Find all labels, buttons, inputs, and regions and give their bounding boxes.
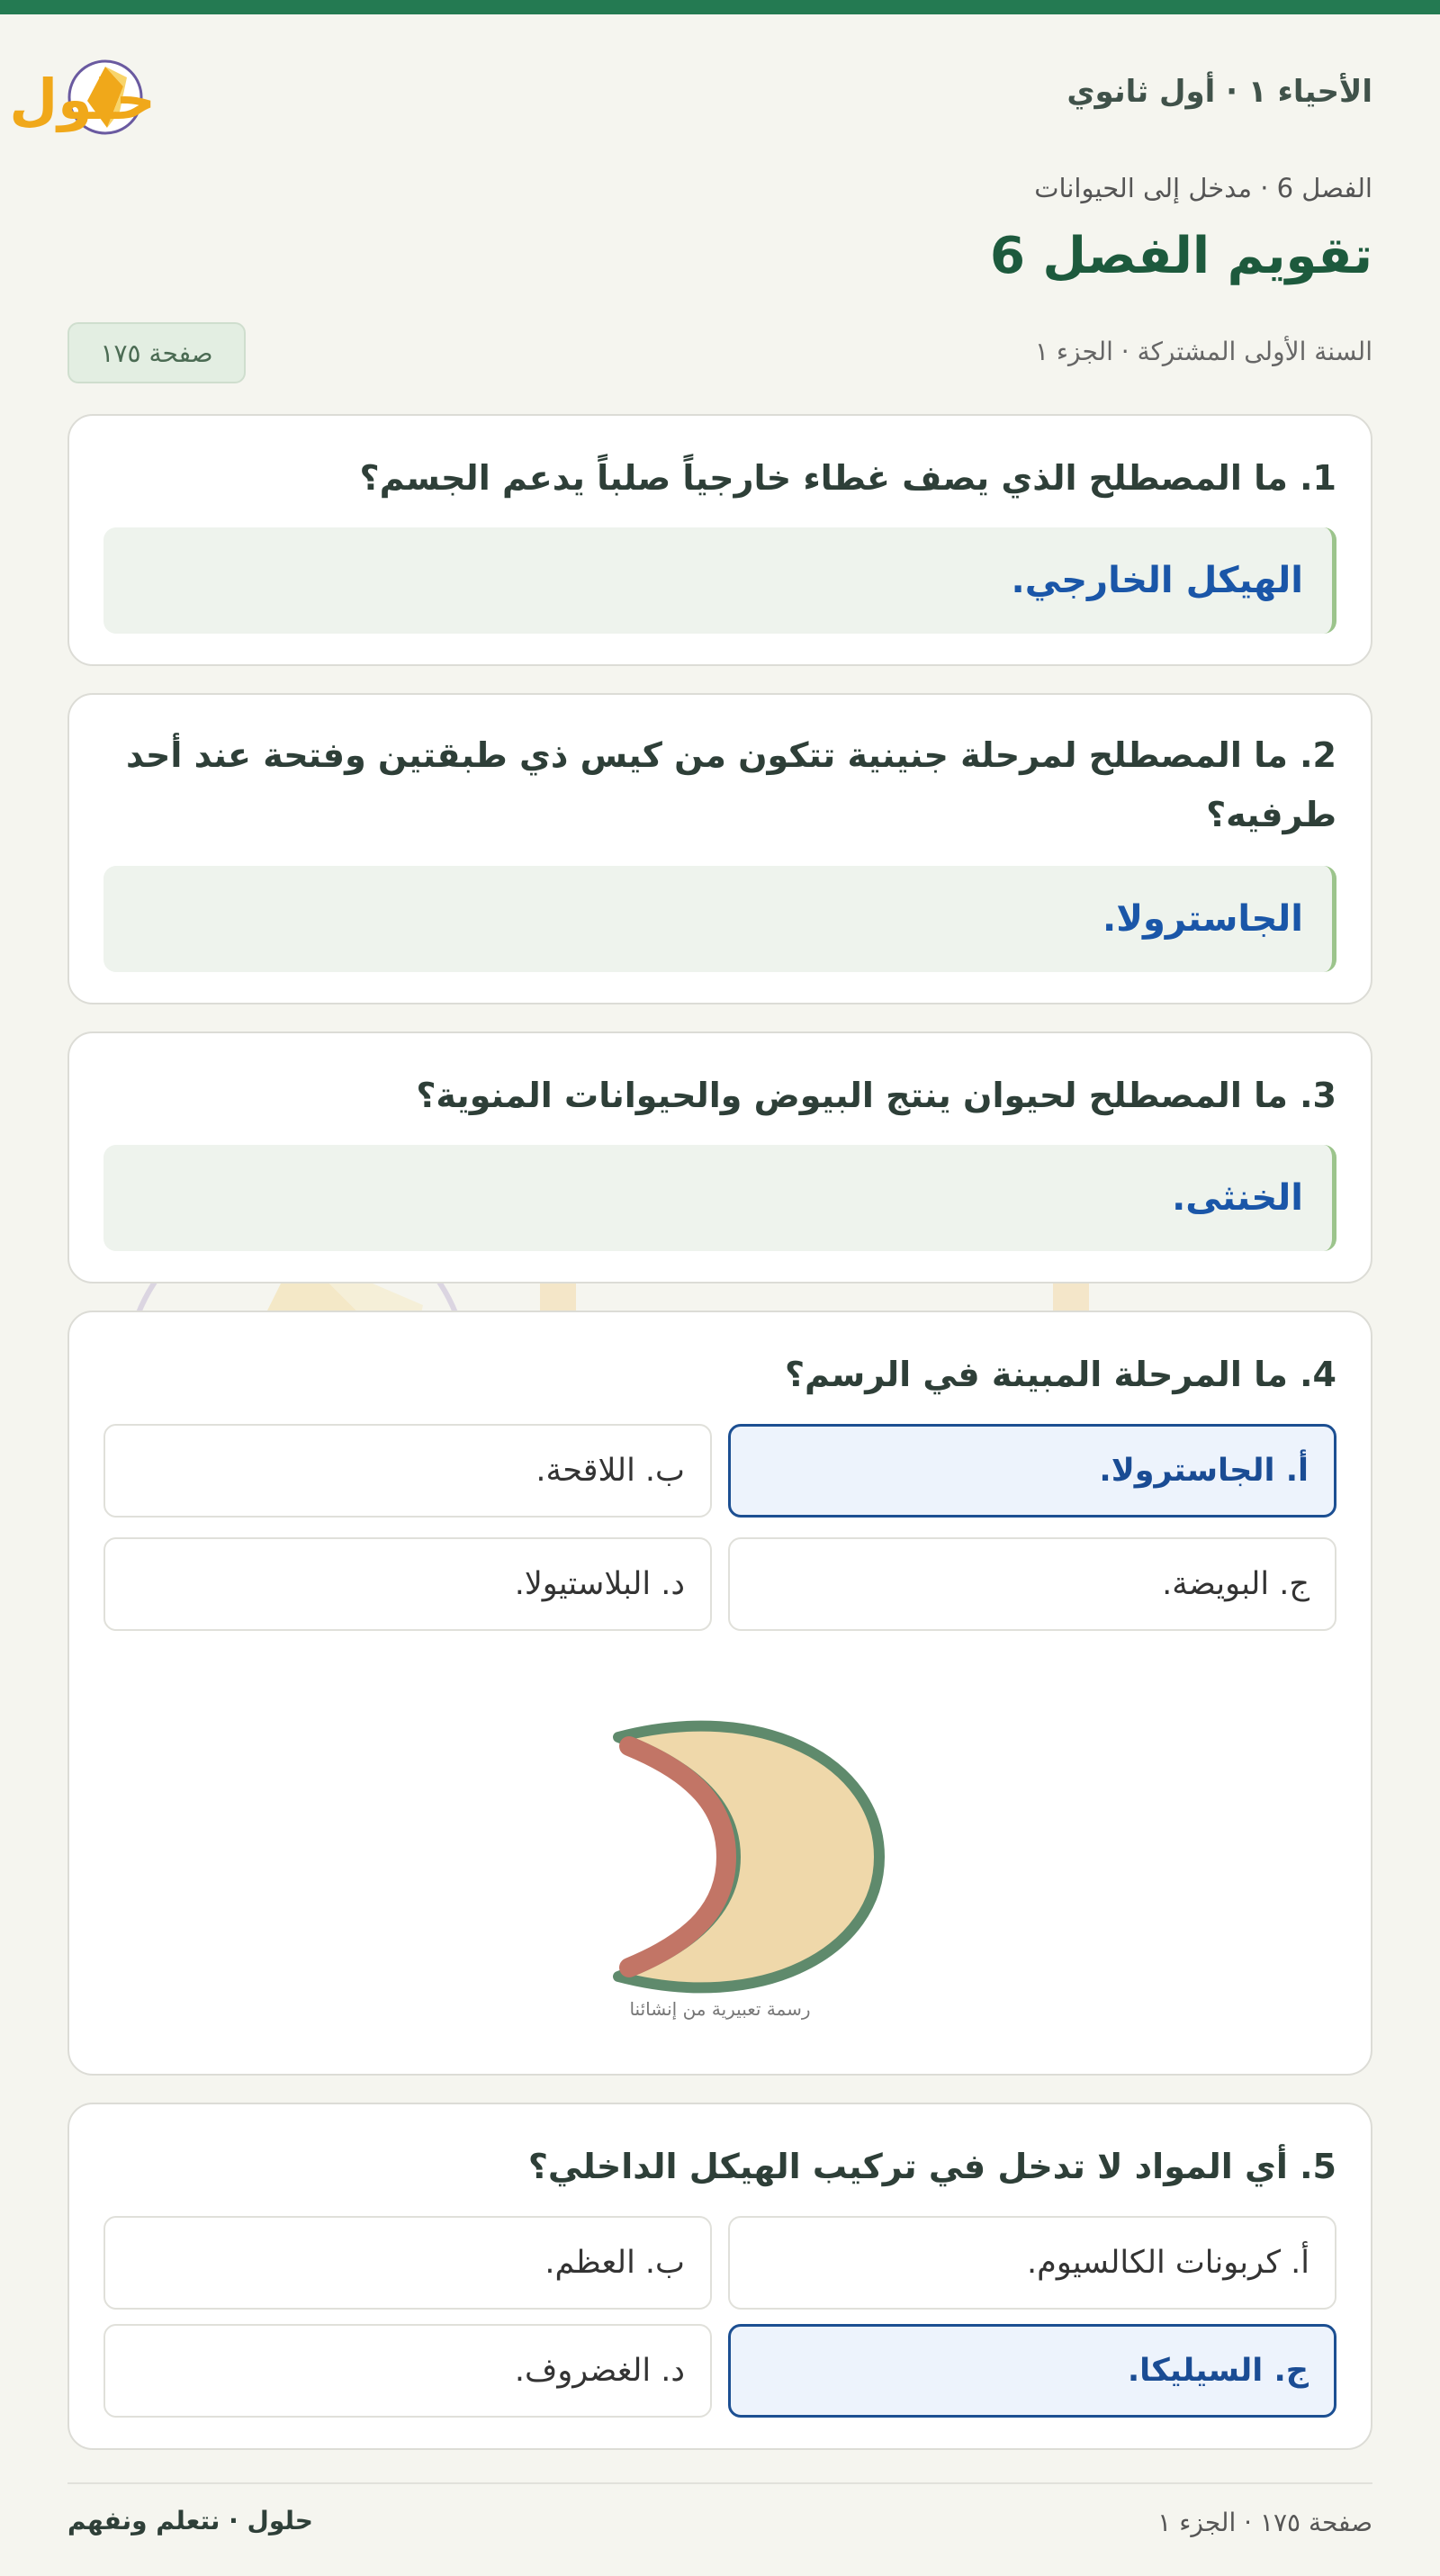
answer-box: الهيكل الخارجي. (104, 527, 1336, 634)
option-d[interactable]: د. البلاستيولا. (104, 1537, 712, 1631)
option-a[interactable]: أ. كربونات الكالسيوم. (728, 2216, 1336, 2310)
option-b[interactable]: ب. اللاقحة. (104, 1424, 712, 1518)
chapter-label: الفصل 6 · مدخل إلى الحيوانات (1034, 173, 1372, 203)
option-c[interactable]: ج. السيليكا. (728, 2324, 1336, 2418)
option-a[interactable]: أ. الجاسترولا. (728, 1424, 1336, 1518)
question-text: 2. ما المصطلح لمرحلة جنينية تتكون من كيس ذي طبقتين وفتحة عند أحد طرفيه؟ (126, 735, 1336, 834)
answer-box: الخنثى. (104, 1145, 1336, 1251)
option-b[interactable]: ب. العظم. (104, 2216, 712, 2310)
page-title: تقويم الفصل 6 (989, 227, 1372, 285)
option-d[interactable]: د. الغضروف. (104, 2324, 712, 2418)
question-card-5 (68, 2103, 1372, 2450)
question-card-2 (68, 693, 1372, 1004)
page-number-badge: صفحة ١٧٥ (68, 322, 246, 383)
question-text: 4. ما المرحلة المبينة في الرسم؟ (784, 1355, 1336, 1394)
question-text: 1. ما المصطلح الذي يصف غطاء خارجياً صلباً يدعم الجسم؟ (359, 458, 1336, 498)
option-c[interactable]: ج. البويضة. (728, 1537, 1336, 1631)
footer-divider (68, 2482, 1372, 2484)
logo-text: حلول (9, 67, 156, 132)
answer-box: الجاسترولا. (104, 866, 1336, 972)
page-meta: السنة الأولى المشتركة · الجزء ١ (1034, 337, 1372, 366)
footer-brand: حلول · نتعلم ونفهم (68, 2506, 313, 2535)
question-text: 5. أي المواد لا تدخل في تركيب الهيكل الداخلي؟ (527, 2147, 1336, 2186)
page-header (9, 36, 1372, 153)
course-title: الأحياء ١ · أول ثانوي (1066, 74, 1372, 110)
question-card-1 (68, 414, 1372, 666)
question-text: 3. ما المصطلح لحيوان ينتج البيوض والحيوانات المنوية؟ (416, 1076, 1336, 1115)
gastrula-diagram (609, 1708, 915, 2005)
figure-caption: رسمة تعبيرية من إنشائنا (629, 1998, 811, 2020)
question-card-3 (68, 1031, 1372, 1283)
hulul-logo-icon (9, 45, 302, 144)
question-card-4 (68, 1311, 1372, 2076)
top-accent-bar (0, 0, 1440, 14)
footer-page-info: صفحة ١٧٥ · الجزء ١ (1157, 2508, 1372, 2537)
